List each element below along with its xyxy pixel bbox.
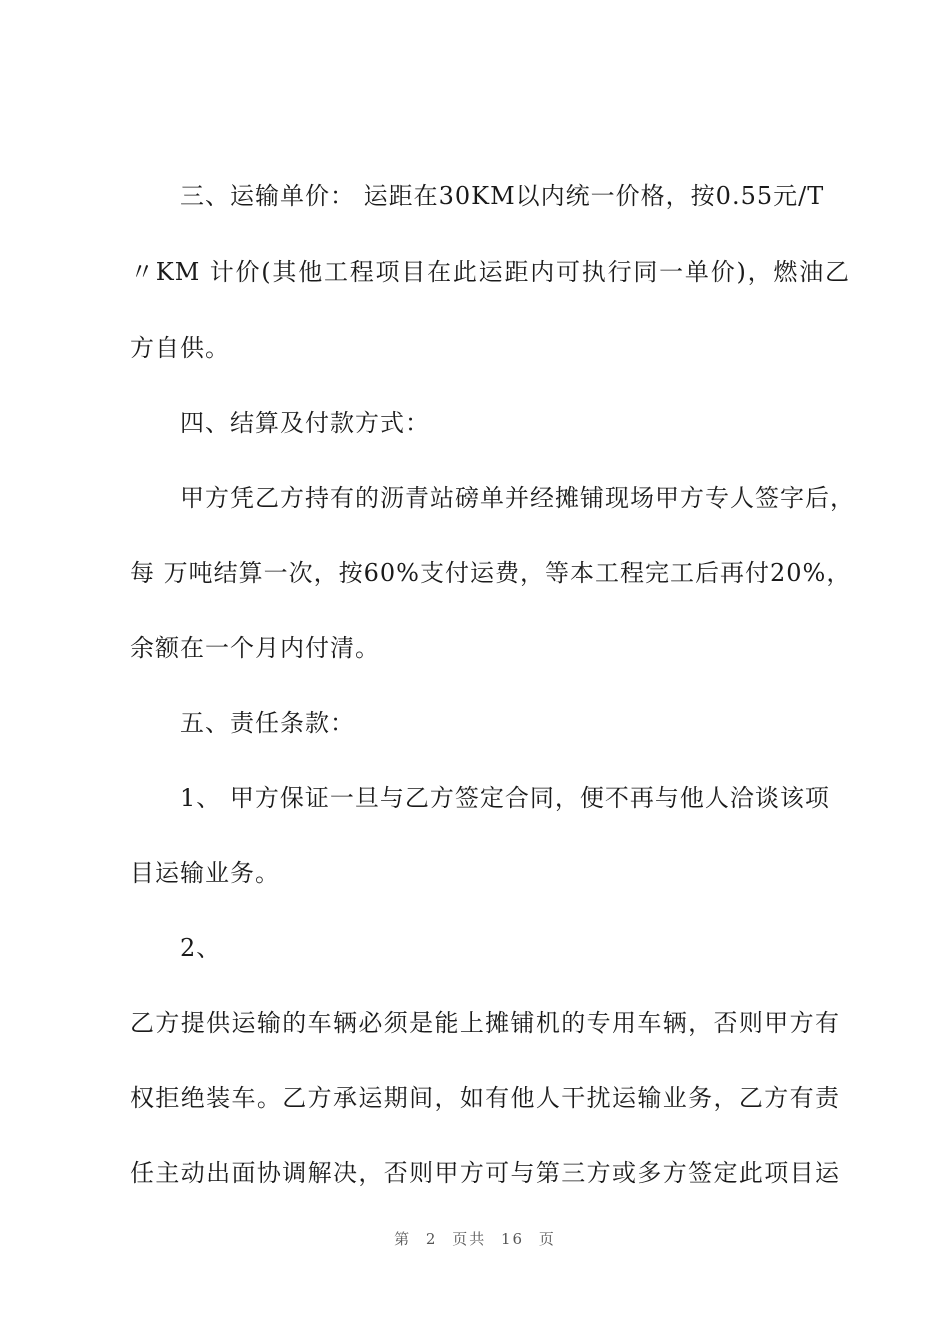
text-line-clause-1b: 目运输业务。 (130, 859, 280, 887)
text-line-fuel: 方自供。 (130, 334, 230, 362)
text-line-clause-2b: 权拒绝装车。乙方承运期间，如有他人干扰运输业务，乙方有责 (130, 1084, 840, 1112)
text-line-settlement-3: 余额在一个月内付清。 (130, 634, 380, 662)
text-line-clause-2a: 乙方提供运输的车辆必须是能上摊铺机的专用车辆，否则甲方有 (130, 1009, 840, 1037)
text-line-settlement-1: 甲方凭乙方持有的沥青站磅单并经摊铺现场甲方专人签字后， (180, 484, 855, 512)
text-line-clause-1a: 1、 甲方保证一旦与乙方签定合同，便不再与他人洽谈该项 (180, 784, 830, 812)
text-line-clause-2c: 任主动出面协调解决，否则甲方可与第三方或多方签定此项目运 (130, 1159, 840, 1187)
section-heading-liability: 五、责任条款： (180, 709, 355, 737)
text-line-settlement-2: 每 万吨结算一次，按60%支付运费，等本工程完工后再付20%， (130, 559, 852, 587)
text-line-clause-2-number: 2、 (180, 934, 222, 962)
text-line-price-detail: 〃KM 计价(其他工程项目在此运距内可执行同一单价)，燃油乙 (130, 258, 850, 286)
page-footer: 第 2 页共 16 页 (394, 1230, 556, 1248)
text-line-price-heading: 三、运输单价： 运距在30KM以内统一价格，按0.55元/T (180, 182, 825, 210)
section-heading-settlement: 四、结算及付款方式： (180, 409, 430, 437)
